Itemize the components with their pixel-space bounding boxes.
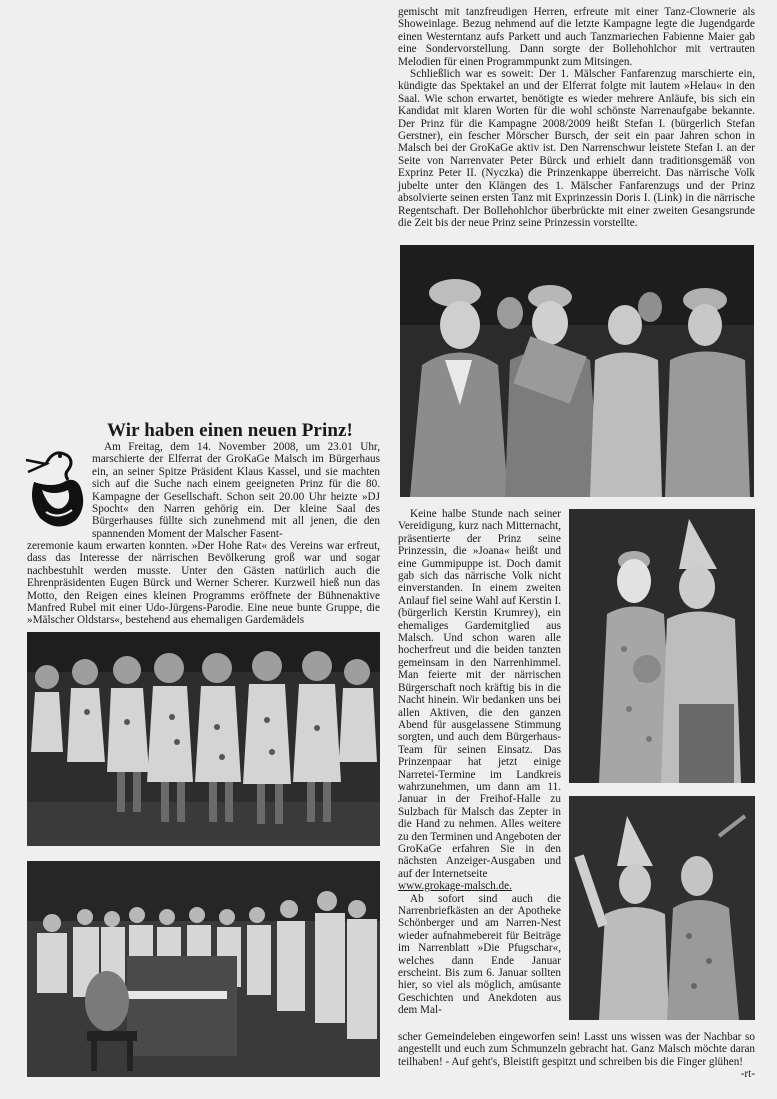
photo-oldstars-dancers xyxy=(27,632,380,846)
photo-prince-and-princess xyxy=(569,796,755,1020)
top-paragraph-1: gemischt mit tanzfreudigen Herren, erfreute mit einer Tanz-Clownerie als Showeinlage. Bezug nehmend auf die letzte Kampagne legte die Jugendgarde einen Westerntanz aufs Parkett und auch Tanzmariechen Fabienne Maier gab eine Sondervorstellung. Dann sorgte der Bollehohlchor mit vertrauten Melodien für einen Programmpunkt zum Mitsingen. xyxy=(398,6,755,68)
middle-text-block xyxy=(398,508,561,1017)
author-signature: -rt- xyxy=(740,1068,755,1081)
final-text-block xyxy=(398,1031,755,1081)
photo-choir-piano xyxy=(27,861,380,1077)
top-text-block xyxy=(398,6,755,229)
photo-prince-oath xyxy=(400,245,754,497)
middle-paragraph-2: Ab sofort sind auch die Narrenbriefkästen an der Apotheke Schönberger und am Narren-Nest wieder aufnahmebereit für Beiträge im Narrenblatt »Die Pfugschar«, welches dann Ende Januar erscheint. Bis zum 6. Januar sollten hier, so viel als möglich, amüsante Geschichten und Anekdoten aus dem Mal- xyxy=(398,892,561,1017)
intro-paragraph-continued: zeremonie kaum erwarten konnten. »Der Hohe Rat« des Vereins war erfreut, dass das Interesse der närrischen Bevölkerung groß war und sogar nachbestuhlt werden musste. Unter den Gästen natürlich auch die Ehrenpräsidenten Eugen Bürck und Werner Scherer. Kurzweil hieß nun das Motto, den Reigen eines kleinen Programms eröffnete der Bühnenaktive Manfred Rubel mit einer Udo-Jürgens-Parodie. Eine neue bunte Gruppe, die »Mälscher Oldstars«, bestehend aus ehemaligen Gardemädels xyxy=(27,540,380,627)
final-paragraph-text: scher Gemeindeleben eingeworfen sein! Lasst uns wissen was der Nachbar so angestellt und euch zum Schmunzeln gebracht hat. Ganz Malsch möchte daran teilhaben! - Auf geht's, Bleistift gespitzt und schreiben bis die Finger glühen! xyxy=(398,1031,755,1068)
intro-paragraph: Am Freitag, dem 14. November 2008, um 23.01 Uhr, marschierte der Elferrat der GroKaGe Malsch im Bürgerhaus ein, an seiner Spitze Präsident Klaus Kassel, und sie machten sich auf die Suche nach einem geeigneten Prinz für die 80. Kampagne der Gesellschaft. Schon seit 20.00 Uhr heizte »DJ Spocht« den Narren gehörig ein. Der kleine Saal des Bürgerhauses füllte sich zunehmend mit all jenen, die den spannenden Moment der Malscher Fasent- xyxy=(92,441,380,540)
intro-text-wrapped xyxy=(92,441,380,540)
photo-prince-with-doll xyxy=(569,509,755,783)
article-title: Wir haben einen neuen Prinz! xyxy=(107,420,353,441)
grokage-logo xyxy=(24,442,92,532)
top-paragraph-2: Schließlich war es soweit: Der 1. Mälscher Fanfarenzug marschierte ein, kündigte das Spektakel an und der Elferrat folgte mit lautem »Helau« in den Saal. Wie schon erwartet, benötigte es wieder mehrere Anläufe, bis sich ein Kandidat mit klaren Worten für die wohl schönste Narrenaufgabe bekannte. Der Prinz für die Kampagne 2008/2009 heißt Stefan I. (bürgerlich Stefan Gerstner), ein fescher Mörscher Bursch, der seit ein paar Jahren schon in Malsch bei der GroKaGe aktiv ist. Den Narrenschwur leistete Stefan I. an der Seite von Narrenvater Peter Bürck und erhielt dann traditionsgemäß von Exprinz Peter II. (Nyczka) die Prinzenkappe überreicht. Das närrische Volk jubelte unter den Klängen des 1. Mälscher Fanfarenzugs und der Prinz absolvierte seinen ersten Tanz mit Exprinzessin Doris I. (Link) in die närrische Regentschaft. Der Bollehohlchor überbrückte mit einer zweiten Gesangsrunde die Zeit bis der neue Prinz seine Prinzessin vorstellte. xyxy=(398,68,755,229)
final-paragraph xyxy=(398,1031,755,1081)
middle-paragraph-1-text: Keine halbe Stunde nach seiner Vereidigung, kurz nach Mitternacht, präsentierte der Prinz seine Prinzessin, die »Joana« heißt und eine Gummipuppe ist. Doch damit gab sich das närrische Volk nicht einverstanden. In einem zweiten Anlauf fiel seine Wahl auf Kerstin I. (bürgerlich Kerstin Krumrey), ein ehemaliges Gardemitglied aus Malsch. Und schon waren alle hocherfreut und die beiden tanzten gemeinsam in den Narrenhimmel. Man feierte mit der närrischen Bürgerschaft noch kräftig bis in die Nacht hinein. Wir bedanken uns bei allen Aktiven, die den ganzen Abend für ausgelassene Stimmung sorgten, und auch dem Bürgerhaus-Team für seinen Einsatz. Das Prinzenpaar hat jetzt einige Narretei-Termine im Landkreis wahrzunehmen, um dann am 11. Januar in der Freihof-Halle zu Sulzbach für Malsch das Zepter in die Hand zu nehmen. Alles weitere zu den Terminen und Angeboten der GroKaGe erfahren Sie in den nächsten Anzeiger-Ausgaben und auf der Internetseite xyxy=(398,508,561,880)
middle-paragraph-1 xyxy=(398,508,561,893)
intro-text-full xyxy=(27,540,380,627)
website-link[interactable]: www.grokage-malsch.de. xyxy=(398,880,512,893)
